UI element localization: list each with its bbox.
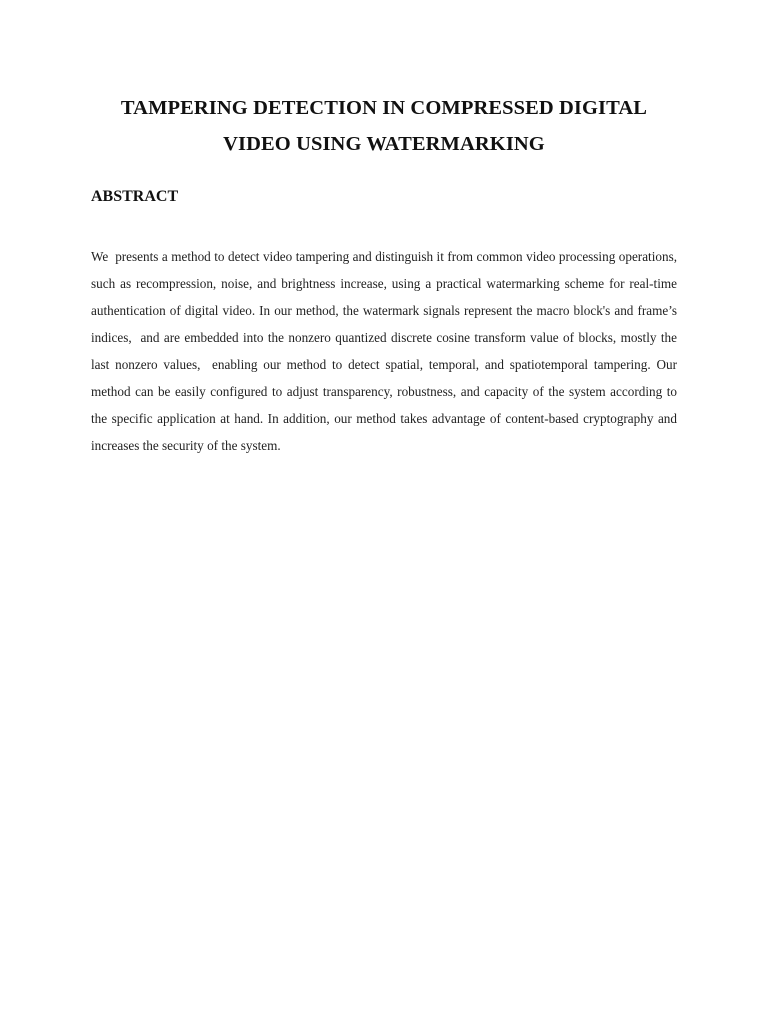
abstract-paragraph: We presents a method to detect video tampering and distinguish it from common video processing operations, such as recompression, noise, and brightness increase, using a practical watermarking scheme for real-time authentication of digital video. In our method, the watermark signals represent the macro block's and frame’s indices, and are embedded into the nonzero quantized discrete cosine transform value of blocks, mostly the last nonzero values, enabling our method to detect spatial, temporal, and spatiotemporal tampering. Our method can be easily configured to adjust transparency, robustness, and capacity of the system according to the specific application at hand. In addition, our method takes advantage of content-based cryptography and increases the security of the system.: [91, 249, 681, 453]
title-line-1: TAMPERING DETECTION IN COMPRESSED DIGITAL: [120, 97, 648, 119]
title-line-2: VIDEO USING WATERMARKING: [223, 133, 545, 155]
abstract-heading: ABSTRACT: [91, 188, 179, 205]
document-title: [60, 90, 708, 162]
